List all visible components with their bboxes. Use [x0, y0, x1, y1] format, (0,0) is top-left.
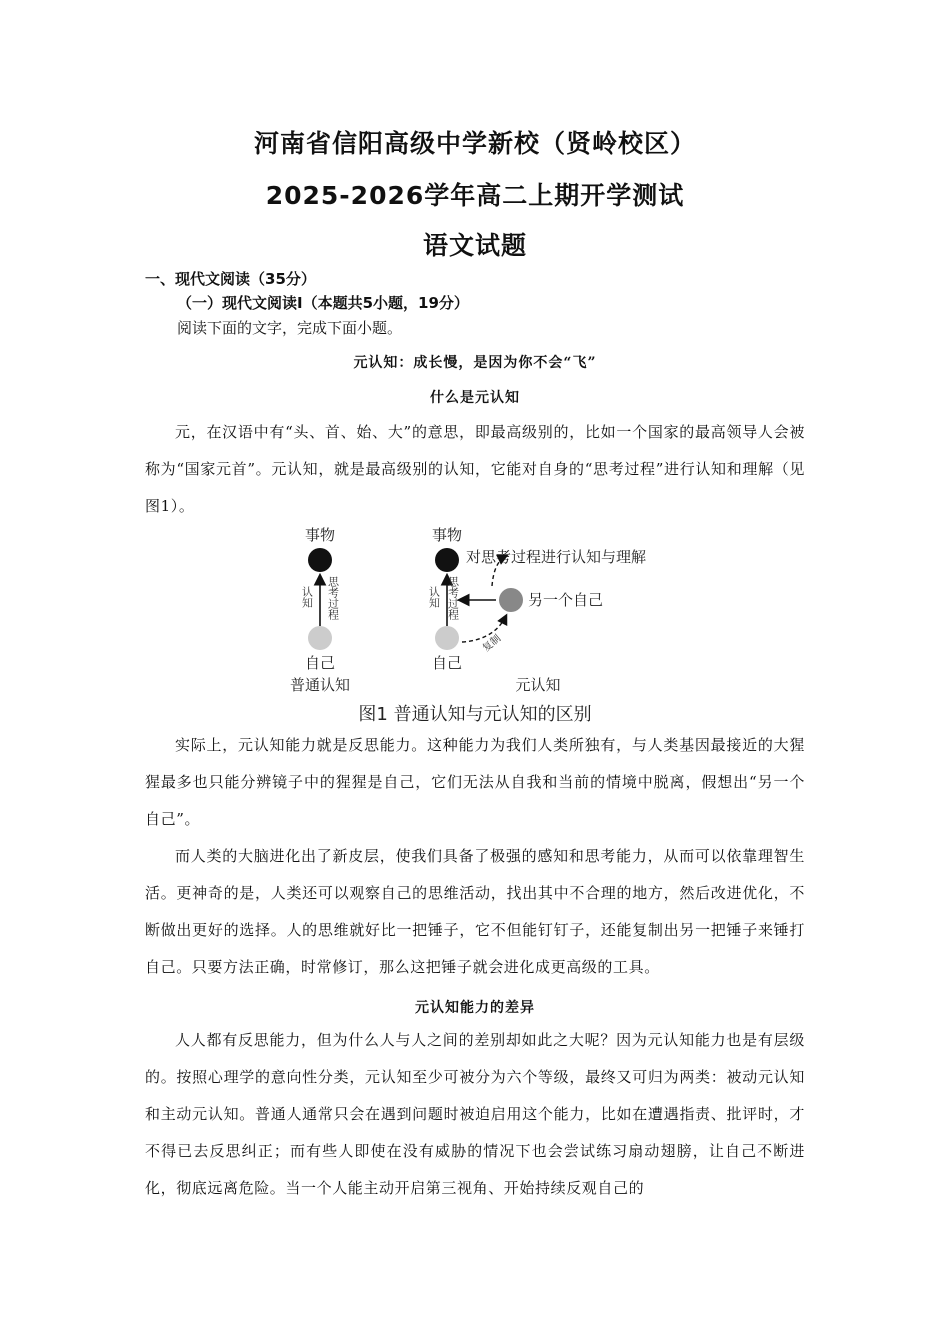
right-thinking-label: 思考过程: [446, 576, 460, 620]
exam-title: 2025-2026学年高二上期开学测试: [265, 181, 685, 210]
article-subheading-1: 什么是元认知: [430, 390, 520, 406]
paragraph-3: 而人类的大脑进化出了新皮层，使我们具备了极强的感知和思考能力，从而可以依靠理智生活。更神奇的是，人类还可以观察自己的思维活动，找出其中不合理的地方，然后改进优化，不断做出更好的选择。人的思维就好比一把锤子，它不但能钉钉子，还能复制出另一把锤子来锤打自己。只要方法正确，时常修订，那么这把锤子就会进化成更高级的工具。: [145, 847, 805, 976]
left-thing-label: 事物: [304, 526, 336, 544]
subject-title: 语文试题: [422, 231, 527, 260]
other-self-node: [499, 588, 523, 612]
right-cognize-label: 认知: [427, 586, 441, 608]
other-self-label: 另一个自己: [528, 591, 604, 609]
figure-1-diagram: [280, 518, 680, 730]
article-subheading-2: 元认知能力的差异: [415, 1000, 535, 1016]
paragraph-4: 人人都有反思能力，但为什么人与人之间的差别却如此之大呢？因为元认知能力也是有层级的。按照心理学的意向性分类，元认知至少可被分为六个等级，最终又可归为两类：被动元认知和主动元认知。普通人通常只会在遇到问题时被迫启用这个能力，比如在遭遇指责、批评时，才不得已去反思纠正；而有些人即使在没有威胁的情况下也会尝试练习扇动翅膀，让自己不断进化，彻底远离危险。当一个人能主动开启第三视角、开始持续反观自己的: [145, 1031, 805, 1197]
left-self-node: [308, 626, 332, 650]
section-heading: 一、现代文阅读（35分）: [145, 270, 316, 288]
right-annotation: 对思考过程进行认知与理解: [466, 548, 647, 566]
right-self-node: [435, 626, 459, 650]
figure-1: [280, 518, 680, 730]
right-thing-label: 事物: [431, 526, 463, 544]
left-thing-node: [308, 548, 332, 572]
left-caption: 普通认知: [289, 676, 351, 694]
school-title: 河南省信阳高级中学新校（贤岭校区）: [253, 129, 696, 158]
right-self-label: 自己: [431, 654, 463, 672]
right-caption: 元认知: [515, 676, 561, 694]
copy-label: 复制: [480, 633, 504, 655]
left-cognize-label: 认知: [300, 586, 314, 608]
sub-section-heading: （一）现代文阅读I（本题共5小题，19分）: [177, 294, 469, 312]
left-self-label: 自己: [304, 654, 336, 672]
instruction-text: 阅读下面的文字，完成下面小题。: [177, 319, 403, 337]
paragraph-1: 元，在汉语中有“头、首、始、大”的意思，即最高级别的，比如一个国家的最高领导人会被称为“国家元首”。元认知，就是最高级别的认知，它能对自身的“思考过程”进行认知和理解（见图1）。: [145, 423, 805, 515]
paragraph-2: 实际上，元认知能力就是反思能力。这种能力为我们人类所独有，与人类基因最接近的大猩猩最多也只能分辨镜子中的猩猩是自己，它们无法从自我和当前的情境中脱离，假想出“另一个自己”。: [145, 736, 805, 828]
left-thinking-label: 思考过程: [326, 576, 340, 620]
article-title: 元认知：成长慢，是因为你不会“飞”: [353, 355, 597, 371]
right-thing-node: [435, 548, 459, 572]
figure-caption: 图1 普通认知与元认知的区别: [358, 704, 592, 725]
